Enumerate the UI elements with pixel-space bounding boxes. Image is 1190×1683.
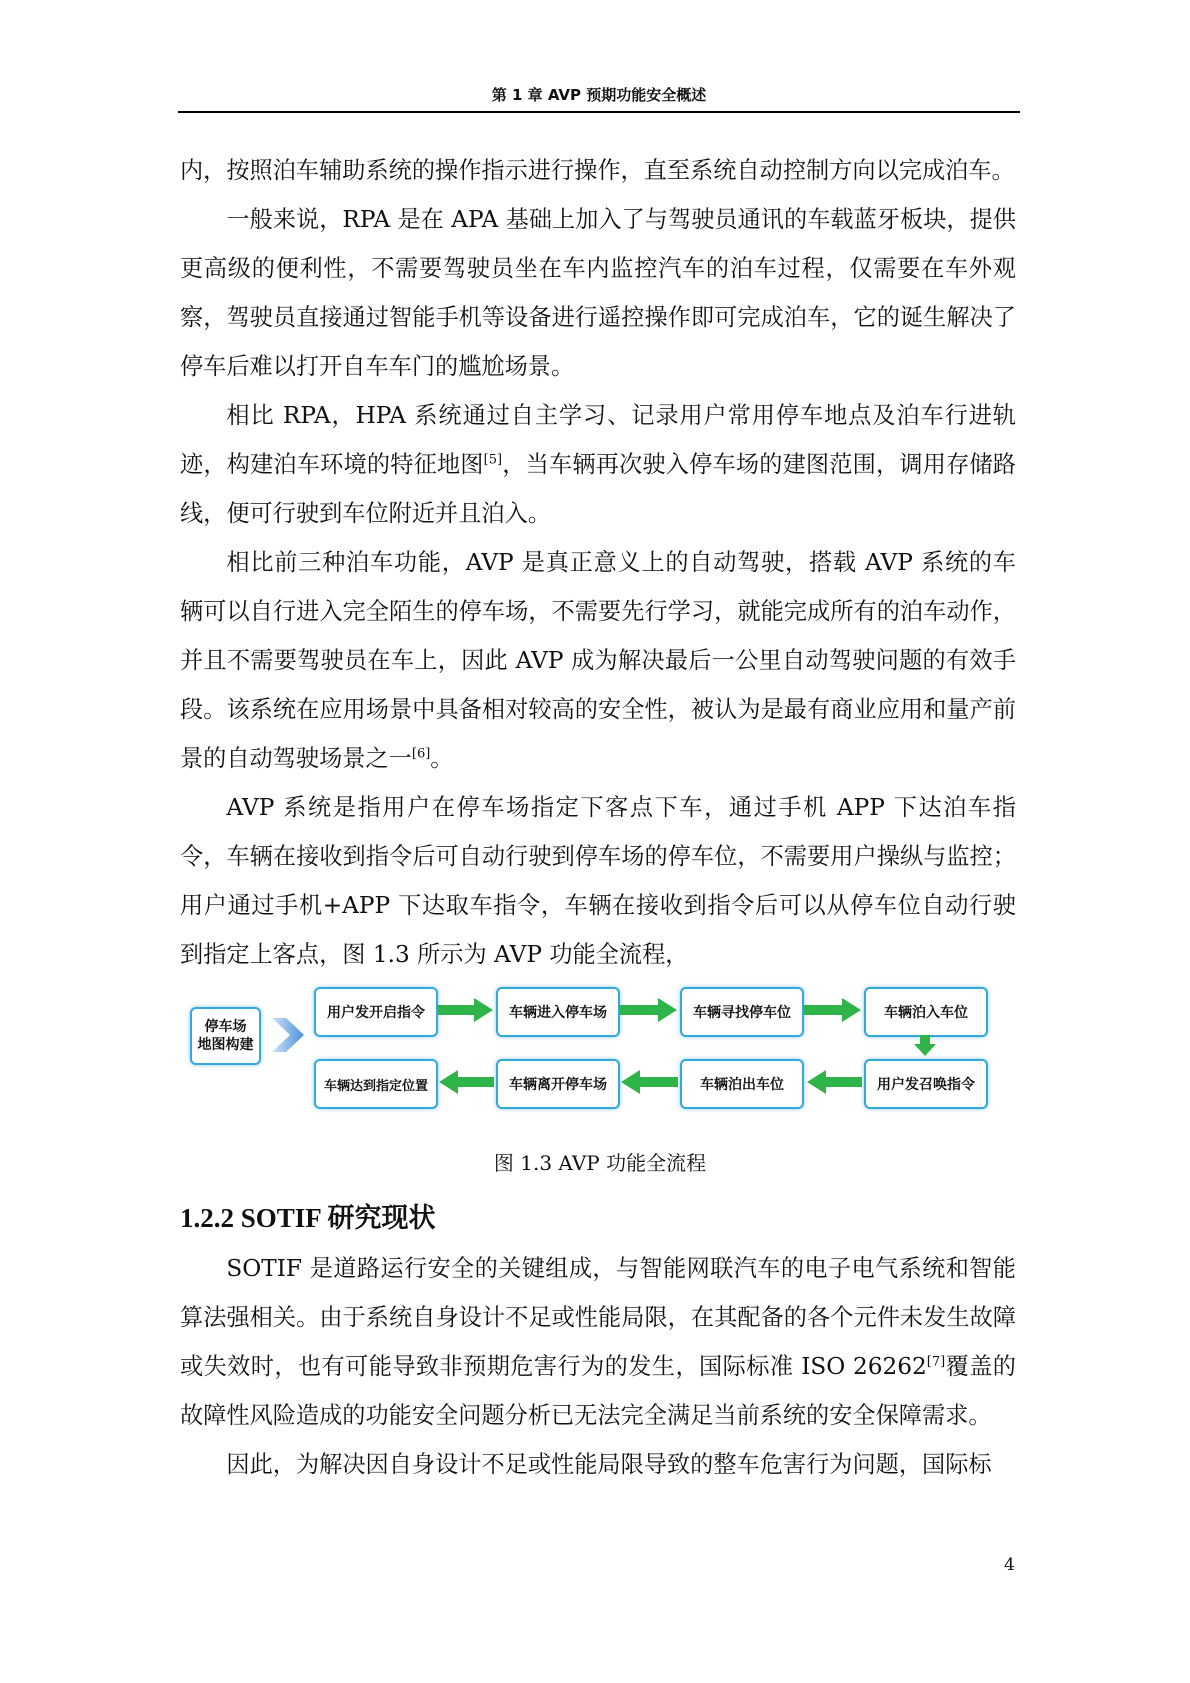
paragraph-text: 相比前三种泊车功能，AVP 是真正意义上的自动驾驶，搭载 AVP 系统的车辆可以自行进入完全陌生的停车场，不需要先行学习，就能完成所有的泊车动作，并且不需要驾驶员在车上，因此 AVP 成为解决最后一公里自动驾驶问题的有效手段。该系统在应用场景中具备相对较高的安全性，被认为是最有商业应用和量产前景的自动驾驶场景之一	[180, 549, 1016, 772]
citation: [7]	[926, 1354, 946, 1370]
paragraph	[180, 391, 1016, 538]
arrow-right-icon	[620, 997, 678, 1023]
arrow-down-icon	[914, 1035, 936, 1057]
paragraph: AVP 系统是指用户在停车场指定下客点下车，通过手机 APP 下达泊车指令，车辆在接收到指令后可自动行驶到停车场的停车位，不需要用户操纵与监控；用户通过手机+APP 下达取车指令，车辆在接收到指令后可以从停车位自动行驶到指定上客点，图 1.3 所示为 AVP 功能全流程，	[180, 794, 1016, 968]
citation: [6]	[411, 746, 431, 762]
flow-box-top-3: 车辆寻找停车位	[680, 987, 804, 1037]
paragraph-text: 。	[430, 745, 454, 772]
arrow-right-icon	[804, 997, 862, 1023]
arrow-left-icon	[620, 1069, 678, 1095]
paragraph-text: 相比 RPA，HPA 系统通过自主学习、记录用户常用停车地点及泊车行进轨迹，构建泊车环境的特征地图	[180, 402, 1016, 478]
citation: [5]	[483, 452, 503, 468]
arrow-left-icon	[806, 1069, 862, 1095]
page-number: 4	[1004, 1555, 1015, 1575]
arrow-left-icon	[438, 1069, 494, 1095]
avp-flow-figure	[180, 990, 1020, 1130]
paragraph-text: 覆盖的故障性风险造成的功能安全问题分析已无法完全满足当前系统的安全保障需求。	[180, 1353, 1016, 1429]
paragraph	[180, 538, 1016, 783]
flow-box-top-2: 车辆进入停车场	[496, 987, 620, 1037]
body-text-bottom	[180, 1244, 1016, 1489]
running-header: 第 1 章 AVP 预期功能安全概述	[491, 86, 707, 104]
paragraph: 内，按照泊车辅助系统的操作指示进行操作，直至系统自动控制方向以完成泊车。	[180, 157, 1015, 184]
body-text-top	[180, 146, 1016, 979]
paragraph: 因此，为解决因自身设计不足或性能局限导致的整车危害行为问题，国际标	[226, 1451, 992, 1478]
figure-caption: 图 1.3 AVP 功能全流程	[493, 1151, 707, 1175]
flow-box-bottom-4: 用户发召唤指令	[864, 1059, 988, 1109]
header-rule	[178, 111, 1020, 113]
chevron-right-icon	[270, 1018, 306, 1052]
flow-box-top-1: 用户发开启指令	[314, 987, 438, 1037]
paragraph-text: ，当车辆再次驶入停车场的建图范围，调用存储路线，便可行驶到车位附近并且泊入。	[180, 451, 1016, 527]
paragraph	[180, 1244, 1016, 1440]
flow-box-bottom-2: 车辆离开停车场	[496, 1059, 620, 1109]
flow-box-bottom-1: 车辆达到指定位置	[314, 1059, 438, 1109]
arrow-right-icon	[438, 997, 494, 1023]
flow-box-top-4: 车辆泊入车位	[864, 987, 988, 1037]
flow-box-bottom-3: 车辆泊出车位	[680, 1059, 804, 1109]
paragraph-text: SOTIF 是道路运行安全的关键组成，与智能网联汽车的电子电气系统和智能算法强相关。由于系统自身设计不足或性能局限，在其配备的各个元件未发生故障或失效时，也有可能导致非预期危害行为的发生，国际标准 ISO 26262	[180, 1255, 1016, 1380]
flow-box-start: 停车场 地图构建	[190, 1007, 261, 1065]
section-heading: 1.2.2 SOTIF 研究现状	[180, 1203, 436, 1233]
paragraph: 一般来说，RPA 是在 APA 基础上加入了与驾驶员通讯的车载蓝牙板块，提供更高级的便利性，不需要驾驶员坐在车内监控汽车的泊车过程，仅需要在车外观察，驾驶员直接通过智能手机等设备进行遥控操作即可完成泊车，它的诞生解决了停车后难以打开自车车门的尴尬场景。	[180, 206, 1016, 380]
